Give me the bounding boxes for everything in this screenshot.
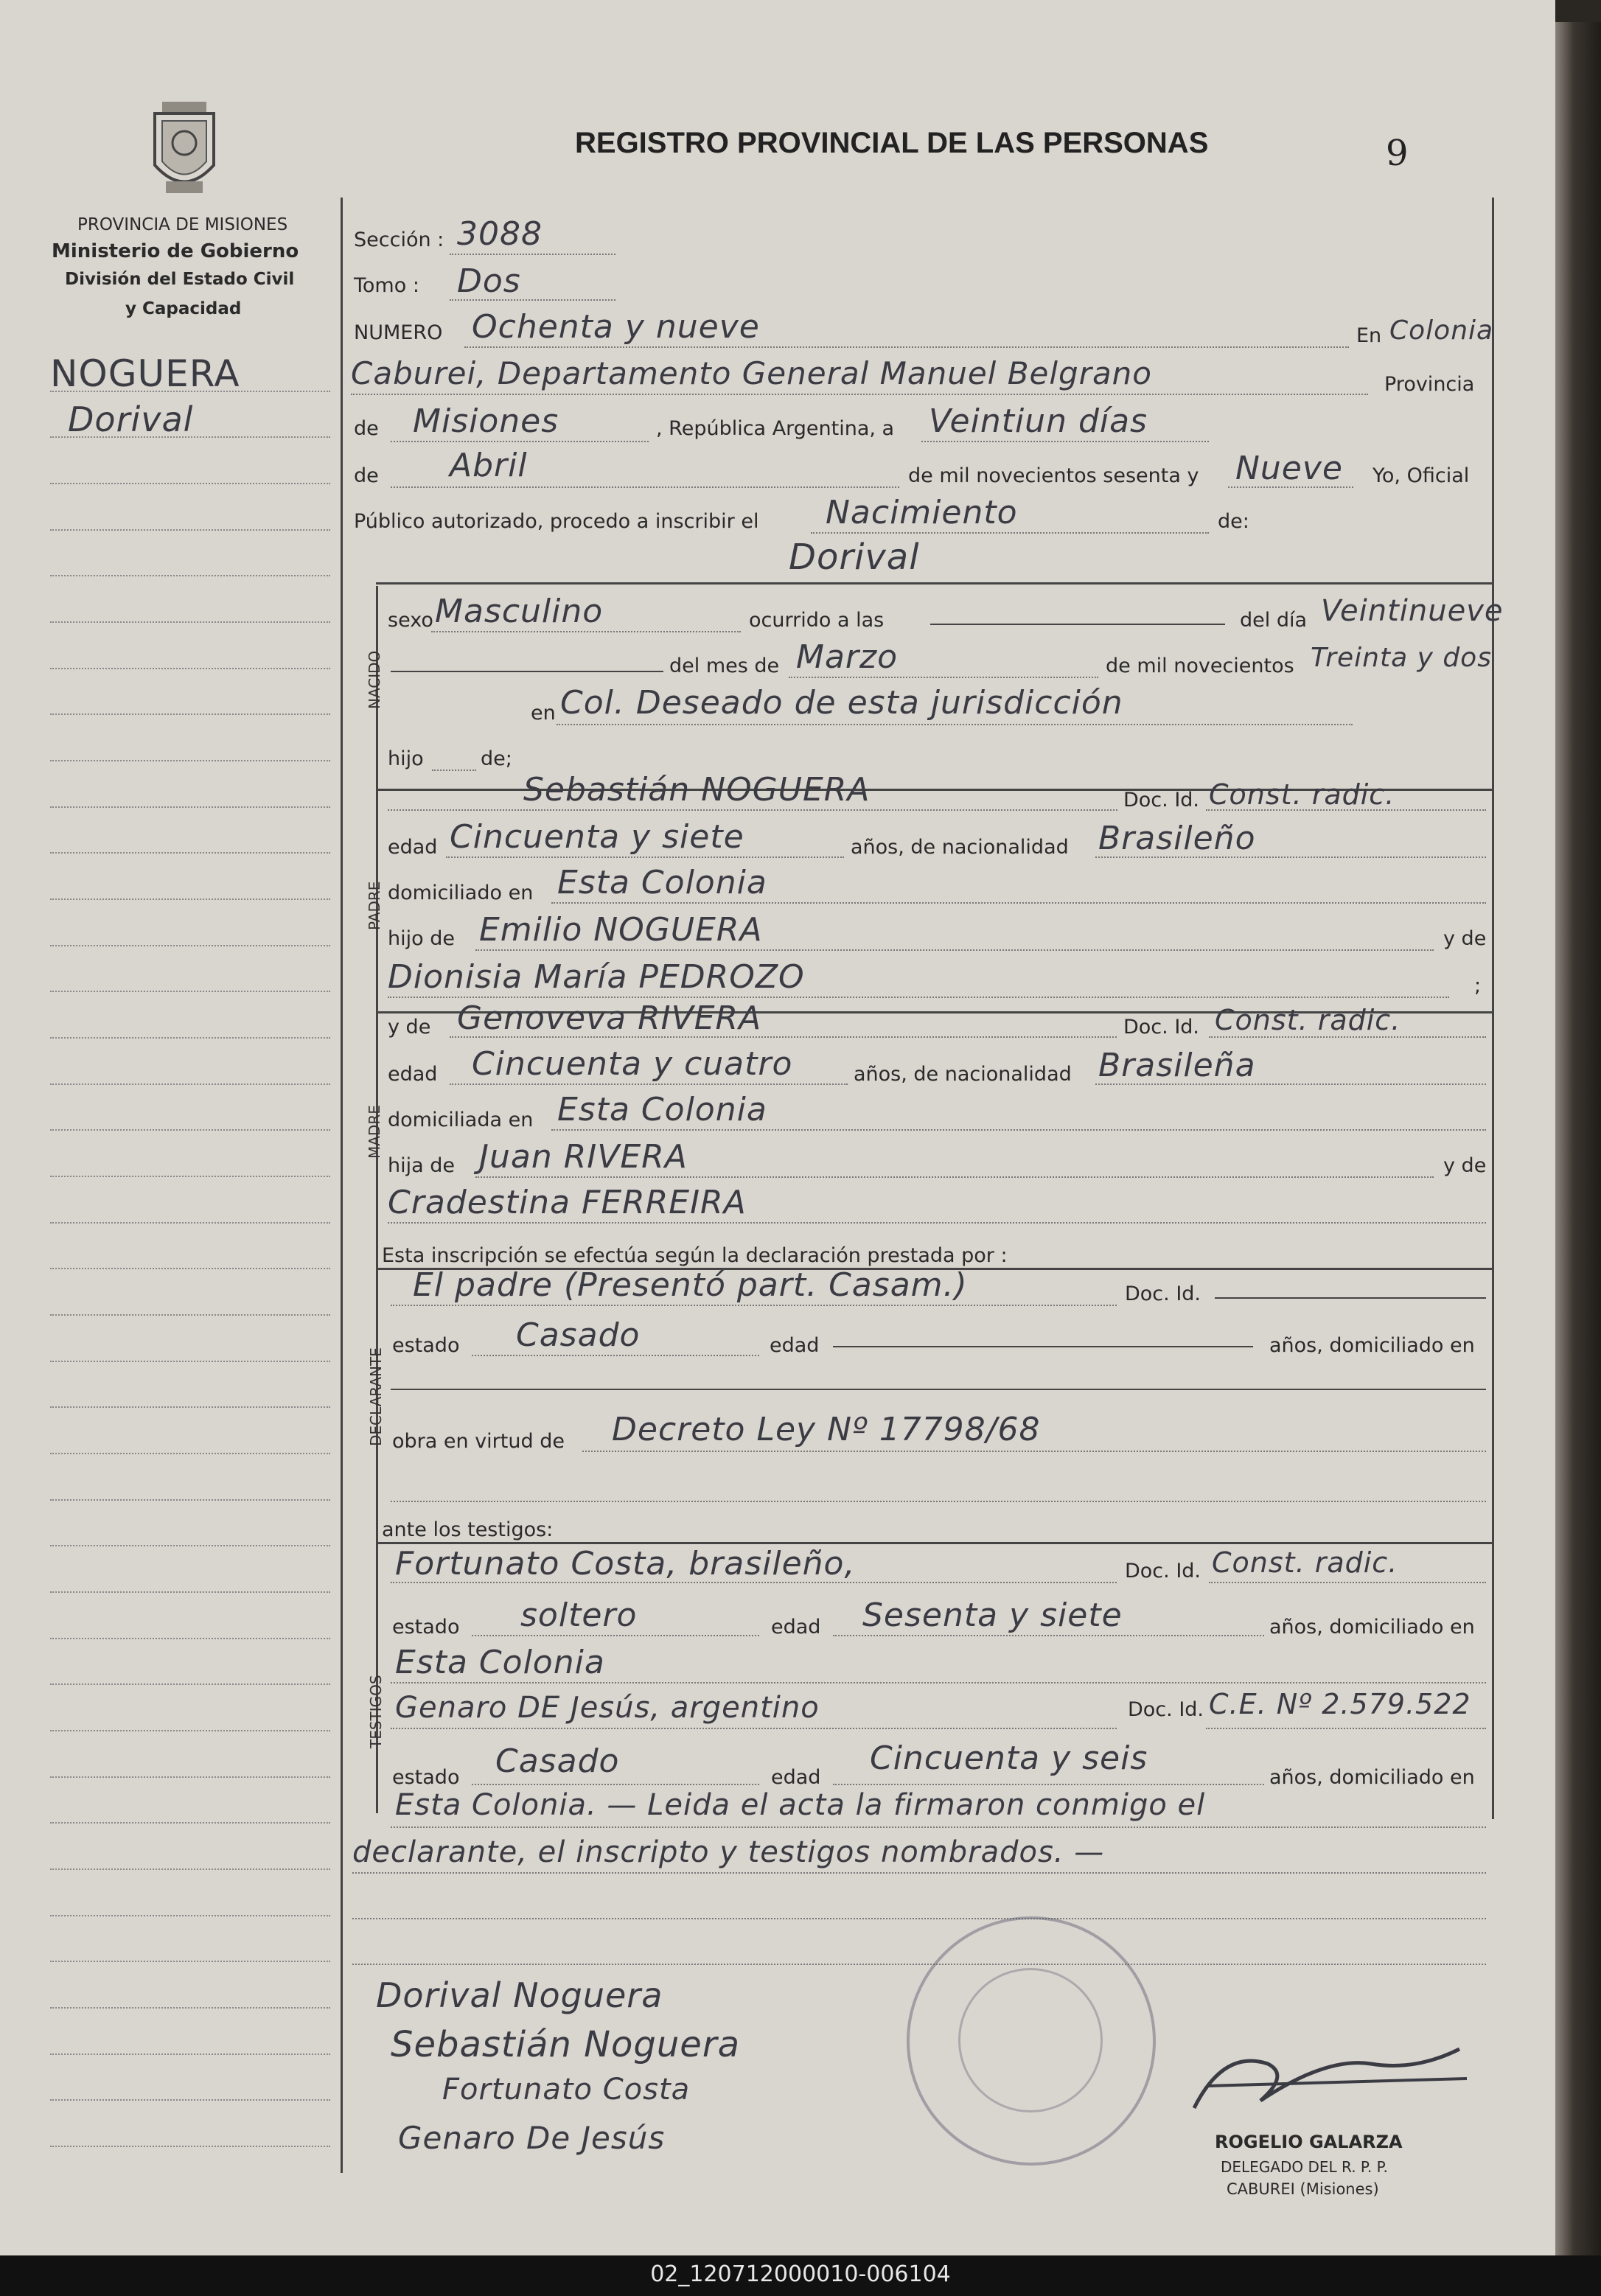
sexo-value: Masculino (435, 593, 604, 630)
provincia-value: Misiones (413, 402, 559, 440)
main-left-rule (341, 198, 343, 2173)
testigo2-nombre: Genaro DE Jesús, argentino (395, 1691, 820, 1725)
side-declarante: DECLARANTE (367, 1347, 385, 1446)
padre-dom-label: domiciliado en (388, 882, 534, 904)
file-id: 02_120712000010-006104 (650, 2261, 951, 2287)
oficial-cargo: DELEGADO DEL R. P. P. (1221, 2158, 1388, 2176)
office-line-2: Ministerio de Gobierno (52, 240, 299, 262)
numero-value: Ochenta y nueve (472, 308, 760, 346)
declarante-estado-value: Casado (516, 1316, 641, 1354)
testigo2-estado-label: estado (392, 1766, 460, 1789)
testigo2-doc-value: C.E. Nº 2.579.522 (1209, 1688, 1471, 1720)
oficial-nombre: ROGELIO GALARZA (1215, 2132, 1403, 2152)
side-nacido: NACIDO (366, 650, 383, 709)
testigo1-estado-label: estado (392, 1616, 460, 1639)
padre-doc-value: Const. radic. (1209, 778, 1395, 811)
madre-padre-value: Juan RIVERA (479, 1138, 688, 1176)
de2-label: de (354, 464, 379, 487)
testigo1-doc-label: Doc. Id. (1125, 1560, 1201, 1583)
mil2-label: de mil novecientos (1106, 655, 1294, 677)
de-label: de (354, 417, 379, 440)
testigo2-anos-label: años, domiciliado en (1269, 1766, 1475, 1789)
declarante-anos-label: años, domiciliado en (1269, 1334, 1475, 1357)
nombre-inscripto: Dorival (789, 537, 920, 578)
cierre-linea1: Esta Colonia. — Leida el acta la firmaron conmigo el (395, 1788, 1206, 1822)
madre-dom-value: Esta Colonia (557, 1091, 767, 1128)
yo-oficial-label: Yo, Oficial (1372, 464, 1470, 487)
anio-nac-value: Treinta y dos (1311, 643, 1492, 673)
seccion-value: 3088 (457, 215, 543, 253)
madre-edad-label: edad (388, 1063, 438, 1086)
cierre-linea2: declarante, el inscripto y testigos nombrados. — (352, 1835, 1105, 1869)
side-madre: MADRE (366, 1105, 383, 1159)
padre-edad-label: edad (388, 836, 438, 859)
testigo1-domicilio: Esta Colonia (395, 1644, 605, 1681)
madre-madre-value: Cradestina FERREIRA (388, 1184, 747, 1221)
de3-label: de: (1218, 510, 1249, 533)
madre-dom-label: domiciliada en (388, 1109, 534, 1131)
oficial-lugar: CABUREI (Misiones) (1227, 2180, 1379, 2198)
padre-nac-value: Brasileño (1098, 820, 1256, 857)
testigo2-doc-label: Doc. Id. (1128, 1698, 1204, 1721)
testigo2-edad-label: edad (771, 1766, 821, 1789)
padre-dom-value: Esta Colonia (557, 864, 767, 901)
ante-label: ante los testigos: (382, 1518, 554, 1541)
signature-inscripto: Dorival Noguera (376, 1975, 663, 2015)
dia-nac-value: Veintinueve (1321, 594, 1504, 628)
provincia-label: Provincia (1384, 373, 1475, 396)
republica-label: , República Argentina, a (656, 417, 895, 440)
office-line-4: y Capacidad (125, 299, 242, 318)
padre-nombre: Sebastián NOGUERA (523, 771, 871, 809)
padre-doc-label: Doc. Id. (1123, 789, 1200, 812)
testigo1-estado-value: soltero (520, 1597, 638, 1634)
ocurrido-label: ocurrido a las (749, 609, 885, 632)
mes-value: Abril (450, 447, 528, 484)
publico-label: Público autorizado, procedo a inscribir el (354, 510, 759, 533)
side-padre: PADRE (366, 881, 383, 930)
declaracion-label: Esta inscripción se efectúa según la declaración prestada por : (382, 1244, 1008, 1267)
sexo-label: sexo (388, 609, 433, 632)
lugar-nac-value: Col. Deseado de esta jurisdicción (560, 684, 1123, 722)
testigo1-nombre: Fortunato Costa, brasileño, (395, 1545, 856, 1583)
obra-label: obra en virtud de (392, 1430, 565, 1453)
signature-testigo1: Fortunato Costa (442, 2073, 691, 2107)
coat-of-arms-icon (140, 99, 229, 202)
en2-label: en (531, 702, 556, 725)
padre-edad-value: Cincuenta y siete (450, 818, 744, 856)
anio-value: Nueve (1235, 450, 1343, 487)
padre-padre-value: Emilio NOGUERA (479, 911, 763, 949)
main-right-rule (1492, 198, 1494, 1819)
testigo2-estado-value: Casado (495, 1742, 620, 1780)
padre-hijo-de-label: hijo de (388, 927, 455, 950)
acto-value: Nacimiento (826, 494, 1018, 531)
signature-testigo2: Genaro De Jesús (398, 2120, 666, 2156)
lugar-linea: Caburei, Departamento General Manuel Belgrano (351, 355, 1153, 391)
declarante-quien: El padre (Presentó part. Casam.) (413, 1266, 968, 1304)
madre-edad-value: Cincuenta y cuatro (472, 1045, 793, 1083)
padre-madre-value: Dionisia María PEDROZO (388, 958, 805, 996)
en-value: Colonia (1389, 315, 1494, 346)
register-title: REGISTRO PROVINCIAL DE LAS PERSONAS (575, 127, 1209, 159)
numero-label: NUMERO (354, 321, 443, 344)
testigo1-anos-label: años, domiciliado en (1269, 1616, 1475, 1639)
del-mes-label: del mes de (669, 655, 780, 677)
madre-y-de-label: y de (1443, 1154, 1487, 1177)
margin-given-name: Dorival (68, 399, 194, 439)
office-line-1: PROVINCIA DE MISIONES (77, 215, 288, 234)
official-signature-mark (1179, 2034, 1489, 2123)
side-testigos: TESTIGOS (367, 1675, 385, 1748)
seccion-label: Sección : (354, 228, 444, 251)
declarante-estado-label: estado (392, 1334, 460, 1357)
testigo2-edad-value: Cincuenta y seis (870, 1740, 1148, 1777)
office-line-3: División del Estado Civil (65, 270, 295, 289)
madre-y-de-label: y de (388, 1016, 431, 1039)
dia-value: Veintiun días (929, 402, 1148, 440)
madre-doc-label: Doc. Id. (1123, 1016, 1200, 1039)
margin-surname: NOGUERA (50, 352, 240, 395)
madre-hija-de-label: hija de (388, 1154, 455, 1177)
hijo-de-label: de; (481, 747, 512, 770)
book-edge (1555, 22, 1601, 2255)
en-label: En (1356, 324, 1382, 347)
mes-nac-value: Marzo (796, 638, 899, 676)
declarante-edad-label: edad (770, 1334, 820, 1357)
page-number: 9 (1386, 133, 1409, 174)
tomo-label: Tomo : (354, 274, 419, 297)
decreto-value: Decreto Ley Nº 17798/68 (612, 1411, 1041, 1448)
testigo1-edad-label: edad (771, 1616, 821, 1639)
mil-label: de mil novecientos sesenta y (908, 464, 1199, 487)
madre-nombre: Genoveva RIVERA (457, 999, 762, 1037)
madre-nac-label: años, de nacionalidad (854, 1063, 1072, 1086)
del-dia-label: del día (1240, 609, 1308, 632)
padre-nac-label: años, de nacionalidad (851, 836, 1069, 859)
semicolon: ; (1474, 974, 1482, 997)
madre-nac-value: Brasileña (1098, 1047, 1256, 1084)
padre-y-de-label: y de (1443, 927, 1487, 950)
declarante-doc-label: Doc. Id. (1125, 1283, 1201, 1305)
official-seal-center (958, 1968, 1103, 2112)
madre-doc-value: Const. radic. (1215, 1004, 1401, 1036)
testigo1-doc-value: Const. radic. (1212, 1546, 1398, 1579)
testigo1-edad-value: Sesenta y siete (862, 1597, 1123, 1634)
signature-declarante: Sebastián Noguera (391, 2024, 740, 2065)
section-rule (376, 586, 378, 1813)
tomo-value: Dos (457, 262, 521, 300)
hijo-label: hijo (388, 747, 424, 770)
